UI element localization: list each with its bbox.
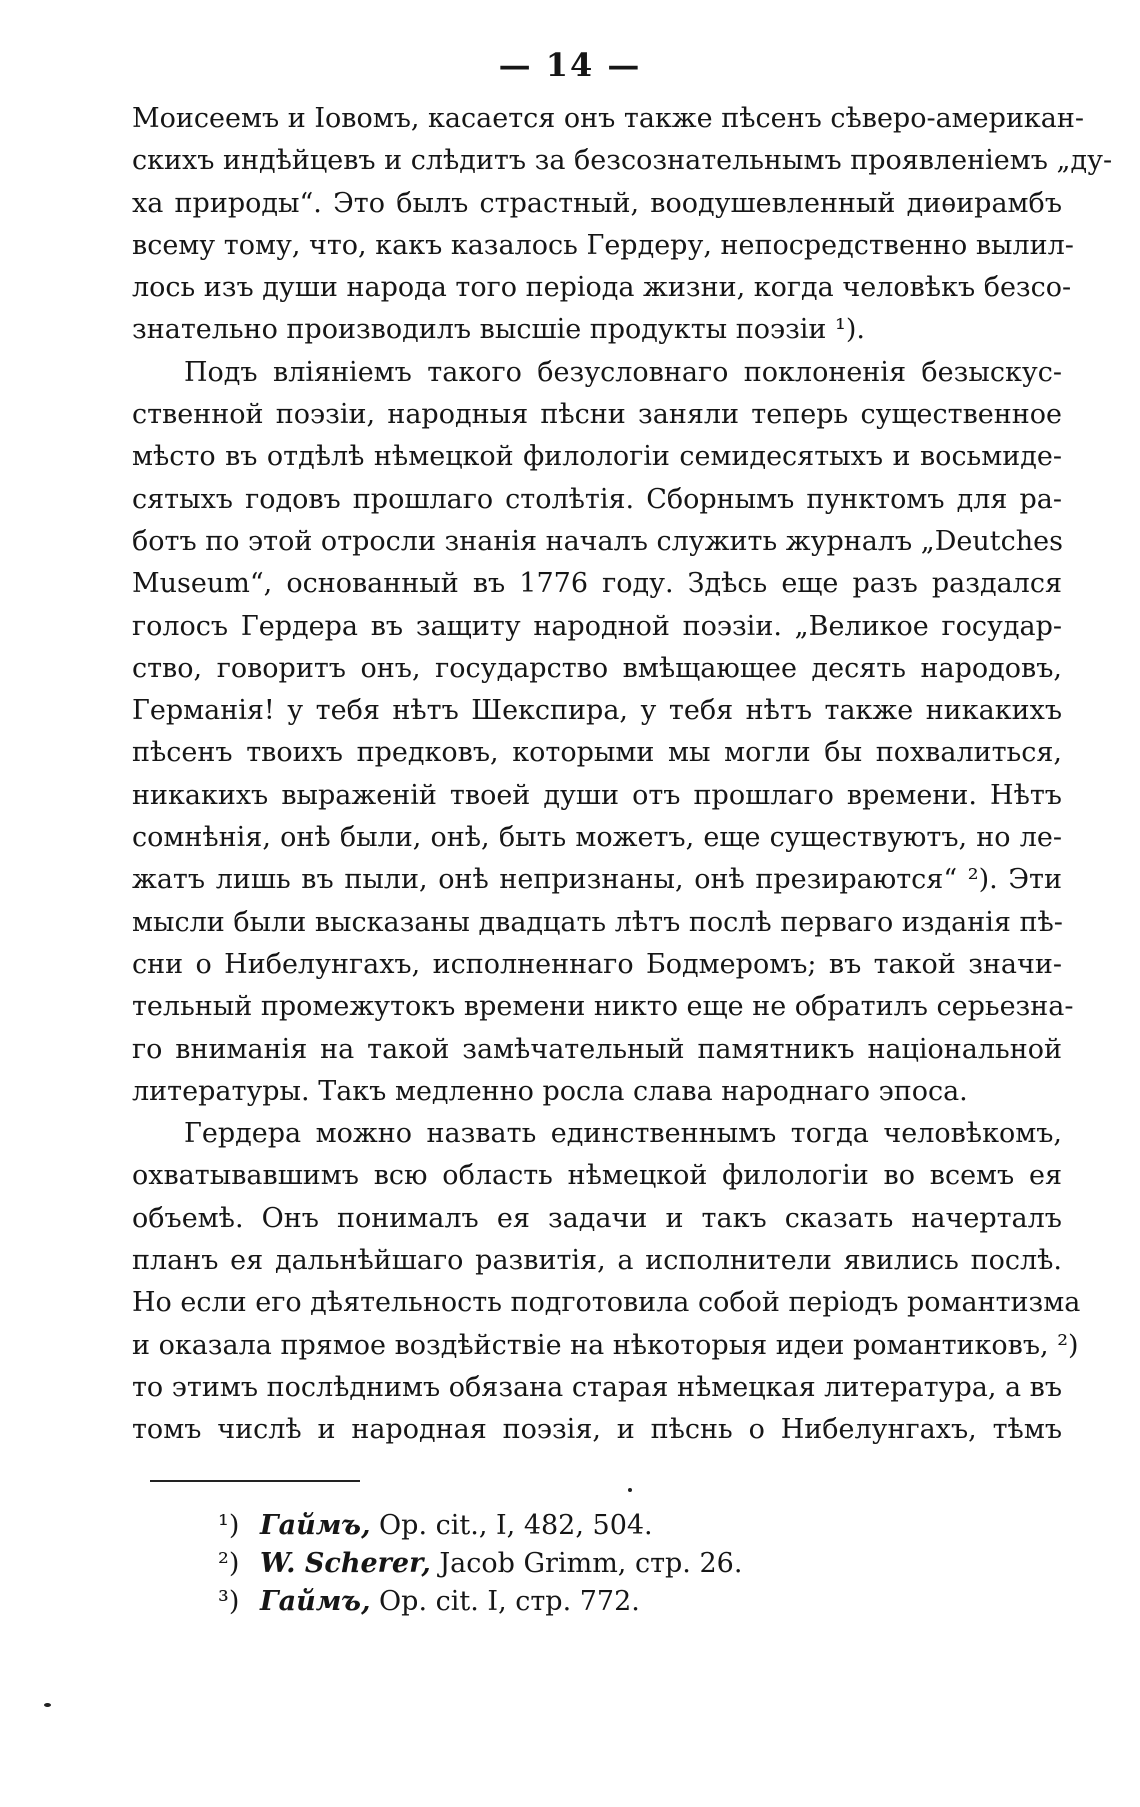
text-line: мысли были высказаны двадцать лѣтъ послѣ перваго изданія пѣ-	[132, 906, 1063, 938]
text-line: охватывавшимъ всю область нѣмецкой филологіи во всемъ ея	[132, 1160, 1062, 1192]
text-line: голосъ Гердера въ защиту народной поэзіи. „Великое государ-	[132, 610, 1062, 642]
text-line: литературы. Такъ медленно росла слава народнаго эпоса.	[132, 1075, 968, 1107]
text-line: Но если его дѣятельность подготовила собой періодъ романтизма	[132, 1287, 1081, 1319]
text-line: сни о Нибелунгахъ, исполненнаго Бодмеромъ; въ такой значи-	[132, 948, 1062, 980]
text-line: мѣсто въ отдѣлѣ нѣмецкой филологіи семидесятыхъ и восьмиде-	[132, 441, 1062, 473]
text-line: Гердера можно назвать единственнымъ тогда человѣкомъ,	[184, 1118, 1062, 1150]
text-line: тельный промежутокъ времени никто еще не обратилъ серьезна-	[132, 991, 1074, 1023]
text-line: ственной поэзіи, народныя пѣсни заняли теперь существенное	[132, 399, 1062, 431]
text-line: ство, говоритъ онъ, государство вмѣщающее десять народовъ,	[132, 652, 1062, 684]
page-number: — 14 —	[498, 46, 642, 84]
footnote-author: Гаймъ,	[260, 1586, 371, 1617]
text-line: Моисеемъ и Іовомъ, касается онъ также пѣсенъ сѣверо-американ-	[132, 103, 1085, 134]
footnote	[218, 1507, 918, 1545]
text-line: Германія! у тебя нѣтъ Шекспира, у тебя нѣтъ также никакихъ	[132, 695, 1062, 727]
footnote	[218, 1545, 918, 1583]
footnote-mark: ³)	[218, 1586, 240, 1617]
body-text	[132, 98, 1113, 1452]
footnote	[218, 1583, 918, 1621]
text-line: сятыхъ годовъ прошлаго столѣтія. Сборнымъ пунктомъ для ра-	[132, 483, 1062, 515]
footnotes	[218, 1507, 918, 1621]
text-line: всему тому, что, какъ казалось Гердеру, непосредственно вылил-	[132, 229, 1074, 261]
text-line: томъ числѣ и народная поэзія, и пѣснь о Нибелунгахъ, тѣмъ	[132, 1414, 1062, 1446]
text-line: ботъ по этой отросли знанія началъ служить журналъ „Deutches	[132, 525, 1063, 557]
footnote-divider	[150, 1480, 360, 1482]
footnote-mark: ²)	[218, 1548, 240, 1579]
text-line: никакихъ выраженій твоей души отъ прошлаго времени. Нѣтъ	[132, 779, 1062, 811]
footnote-reference: Jacob Grimm, стр. 26.	[430, 1548, 743, 1579]
text-line: скихъ индѣйцевъ и слѣдитъ за безсознательнымъ проявленіемъ „ду-	[132, 145, 1113, 177]
text-line: го вниманія на такой замѣчательный памятникъ національной	[132, 1033, 1062, 1065]
text-line: объемѣ. Онъ понималъ ея задачи и такъ сказать начерталъ	[132, 1202, 1062, 1234]
text-line: и оказала прямое воздѣйствіе на нѣкоторыя идеи романтиковъ, ²)	[132, 1329, 1079, 1361]
text-line: знательно производилъ высшіе продукты поэзіи ¹).	[132, 314, 865, 346]
print-speck	[44, 1703, 51, 1707]
text-line: ха природы“. Это былъ страстный, воодушевленный диѳирамбъ	[132, 187, 1062, 219]
text-line: Подъ вліяніемъ такого безусловнаго поклоненія безыскус-	[184, 356, 1062, 388]
footnote-author: W. Scherer,	[260, 1548, 431, 1579]
footnote-author: Гаймъ,	[260, 1510, 371, 1541]
footnote-reference: Op. cit. I, стр. 772.	[370, 1586, 640, 1617]
text-line: жатъ лишь въ пыли, онѣ непризнаны, онѣ презираются“ ²). Эти	[132, 864, 1062, 896]
print-speck	[628, 1488, 632, 1492]
text-line: лось изъ души народа того періода жизни, когда человѣкъ безсо-	[132, 272, 1072, 304]
text-line: пѣсенъ твоихъ предковъ, которыми мы могли бы похвалиться,	[132, 737, 1062, 769]
text-line: планъ ея дальнѣйшаго развитія, а исполнители явились послѣ.	[132, 1245, 1062, 1277]
footnote-mark: ¹)	[218, 1510, 240, 1541]
footnote-reference: Op. cit., I, 482, 504.	[370, 1510, 653, 1541]
text-line: Museum“, основанный въ 1776 году. Здѣсь еще разъ раздался	[132, 568, 1062, 600]
text-line: то этимъ послѣднимъ обязана старая нѣмецкая литература, а въ	[132, 1371, 1063, 1403]
text-line: сомнѣнія, онѣ были, онѣ, быть можетъ, еще существуютъ, но ле-	[132, 822, 1062, 854]
